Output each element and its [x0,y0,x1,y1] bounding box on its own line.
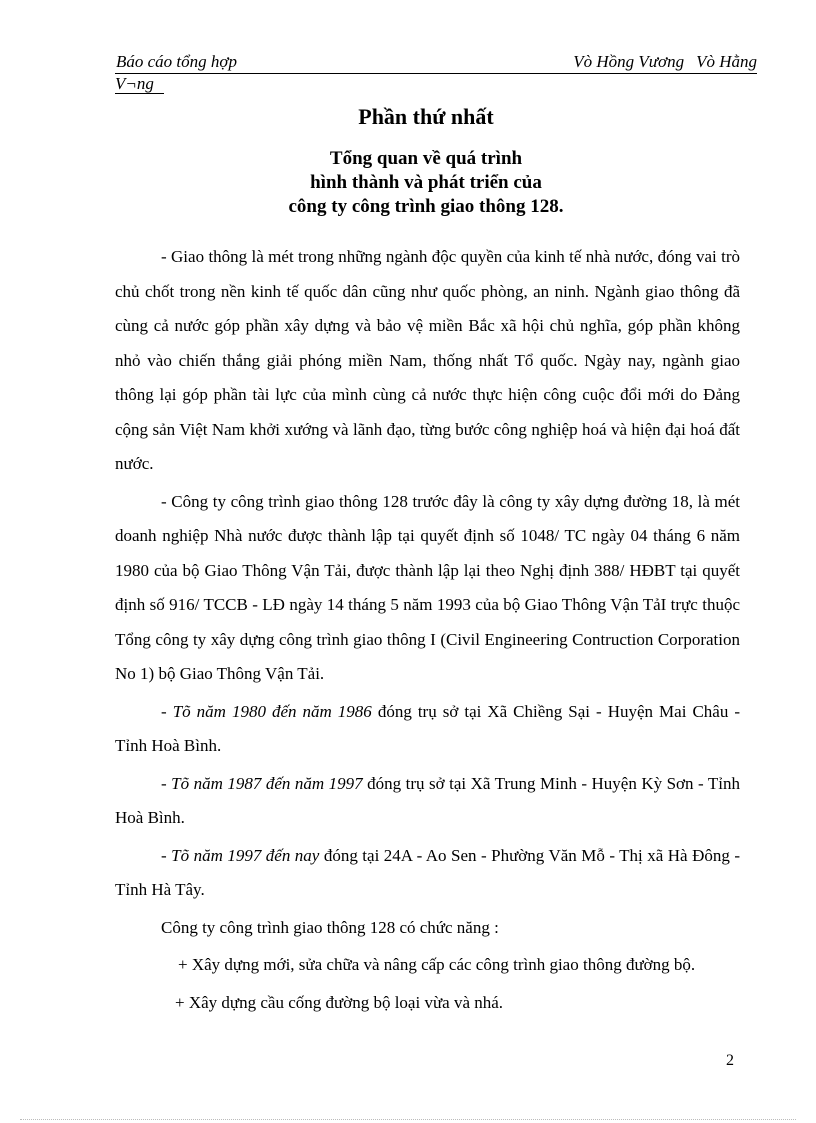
page-bottom-rule [20,1119,796,1120]
dash: - [161,701,173,721]
dash: - [161,845,172,865]
paragraph-period-1980 [115,695,740,764]
paragraph-period-1997 [115,839,740,908]
subtitle-line-1: Tổng quan về quá trình [329,148,523,169]
period-label: Tõ năm 1980 đến năm 1986 [172,701,372,721]
document-body [115,240,740,1020]
part-title: Phần thứ nhất [358,104,494,129]
paragraph-functions-intro: Công ty công trình giao thông 128 có chức năng : [161,917,499,937]
function-item-2: + Xây dựng cầu cống đường bộ loại vừa và nhá. [175,992,504,1012]
header-author-1: Vò Hồng Vương [573,52,685,71]
period-text: đóng trụ sở tại Xã Chiềng Sại - Huyện Mai Châu - Tỉnh Hoà Bình. [115,701,740,755]
page-number: 2 [726,1052,734,1069]
header-line [115,52,757,74]
paragraph-period-1987 [115,767,740,836]
header-report-title: Báo cáo tổng hợp [116,52,237,71]
section-subtitle [0,147,816,219]
paragraph-intro: - Giao thông là mét trong những ngành độc quyền của kinh tế nhà nước, đóng vai trò chủ chốt trong nền kinh tế quốc dân cũng như quốc phòng, an ninh. Ngành giao thông đã cùng cả nước góp phần xây dựng và bảo vệ miền Bắc xã hội chủ nghĩa, góp phần không nhỏ vào chiến thắng giải phóng miền Nam, thống nhất Tổ quốc. Ngày nay, ngành giao thông lại góp phần tài lực của mình cùng cả nước thực hiện công cuộc đổi mới do Đảng cộng sản Việt Nam khởi xướng và lãnh đạo, từng bước công nghiệp hoá và hiện đại hoá đất nước. [115,247,740,473]
dash: - [161,773,172,793]
header-author-2: Vò Hằng [696,52,757,71]
subtitle-line-2: hình thành và phát triển của [310,172,542,193]
header-authors [561,52,757,73]
period-text: đóng trụ sở tại Xã Trung Minh - Huyện Kỳ Sơn - Tỉnh Hoà Bình. [115,773,740,827]
running-header [115,52,757,94]
subtitle-line-3: công ty công trình giao thông 128. [288,196,564,217]
period-label: Tõ năm 1987 đến năm 1997 [171,773,363,793]
period-text: đóng tại 24A - Ao Sen - Phường Văn Mỗ - Thị xã Hà Đông - Tỉnh Hà Tây. [115,845,740,899]
paragraph-company-history: - Công ty công trình giao thông 128 trước đây là công ty xây dựng đường 18, là mét doanh nghiệp Nhà nước được thành lập tại quyết định số 1048/ TC ngày 04 tháng 6 năm 1980 của bộ Giao Thông Vận Tải, được thành lập lại theo Nghị định 388/ HĐBT tại quyết định số 916/ TCCB - LĐ ngày 14 tháng 5 năm 1993 của bộ Giao Thông Vận TảI trực thuộc Tổng công ty xây dựng công trình giao thông I (Civil Engineering Contruction Corporation No 1) bộ Giao Thông Vận Tải. [115,491,740,683]
function-item-1: + Xây dựng mới, sửa chữa và nâng cấp các công trình giao thông đường bộ. [178,955,696,974]
header-wrap-text: V¬ng [115,74,164,94]
period-label: Tõ năm 1997 đến nay [171,845,320,865]
